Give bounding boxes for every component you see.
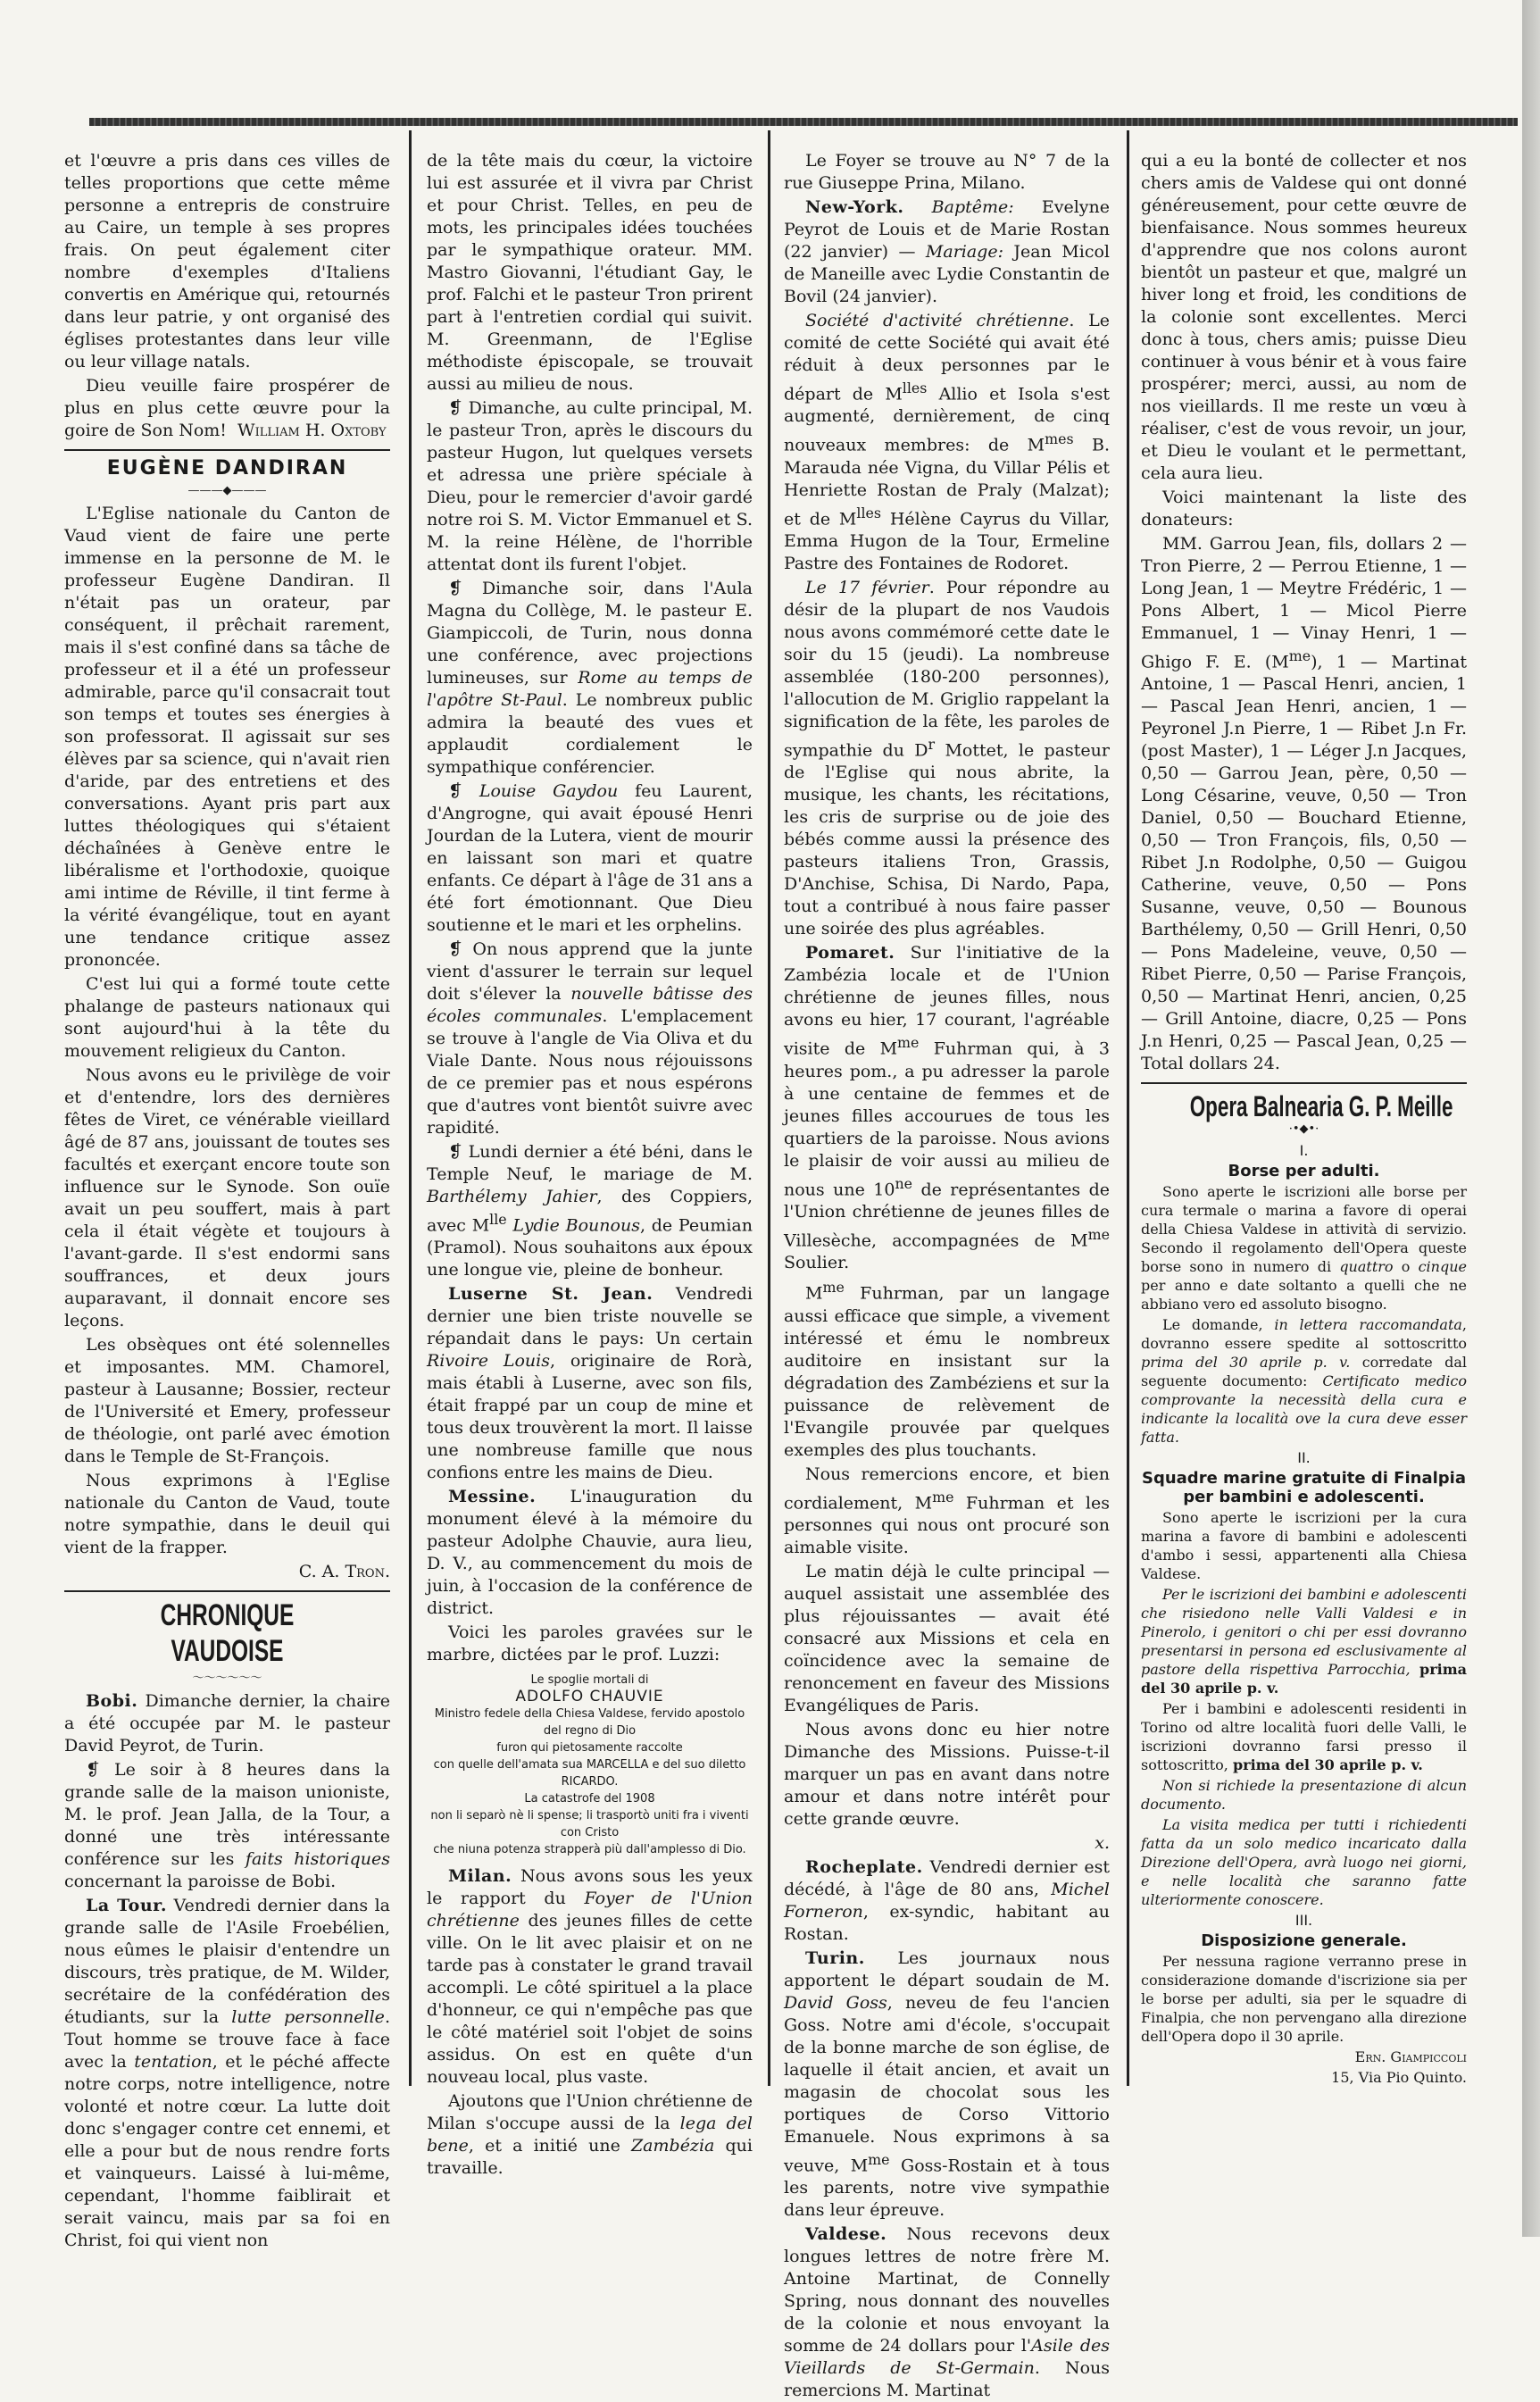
paragraph: Le matin déjà le culte principal — auquel assistait une assemblée des plus réjouissantes — avait été consacré aux Missions et cela en coïncidence avec la semaine de renoncement en faveur des Missions Evangéliques de Paris.: [784, 1561, 1110, 1715]
text: per anno e date soltanto a quelli che ne abbiano vero ed assoluto bisogno.: [1141, 1277, 1467, 1314]
paragraph: Nous exprimons à l'Eglise nationale du Canton de Vaud, toute notre sympathie, dans le deuil qui vient de la frapper.: [64, 1471, 390, 1557]
text: . Pour répondre au désir de la plupart de nos Vaudois nous avons commémoré cette date le soir du 15 (jeudi). La nombreuse assemblée (180-200 personnes), l'allocution de M. Griglio rappelant la signification de la fête, les paroles de sympathie du D: [784, 577, 1110, 761]
paragraph: [427, 1865, 753, 2089]
paragraph: [784, 310, 1110, 575]
text: Fuhrman, par un langage aussi efficace que simple, a vivement intéressé et ému le nombreux auditoire en insistant sur la dégradation des Zambéziens et sur la puissance de relèvement de l'Evangile prouvée par quelques exemples des plus touchants.: [784, 1283, 1110, 1460]
superscript: me: [822, 1279, 845, 1297]
text: MM. Garrou Jean, fils, dollars 2 — Tron Pierre, 2 — Perrou Etienne, 1 — Long Jean, 1 — Meytre Frédéric, 1 — Pons Albert, 1 — Micol Pierre Emmanuel, 1 — Vinay Henri, 1 — Ghigo F. E. (M: [1141, 534, 1467, 672]
section-title-chronique: CHRONIQUE VAUDOISE: [160, 1598, 295, 1668]
page-edge-shadow: [1522, 0, 1540, 2237]
italic-text: tentation: [134, 2052, 212, 2072]
section-divider: [64, 449, 390, 451]
blessing-text: Dieu veuille faire prospérer de plus en plus cette œuvre pour la goire de Son Nom!: [64, 376, 390, 440]
text: B. Marauda née Vigna, du Villar Pélis et Henriette Rostan de Praly (Malzat); et de M: [784, 435, 1110, 529]
section-number: I.: [1299, 1142, 1309, 1160]
paragraph: et l'œuvre a pris dans ces villes de telles proportions que cette même personne a entrepris de construire au Caire, un temple à ses propres frais. On peut également citer nombre d'exemples d'Italiens convertis en Amérique qui, retournés dans leur patrie, y ont organisé des églises protestantes dans leur ville ou leur village natals.: [64, 151, 390, 371]
epitaph-line: La catastrofe del 1908: [524, 1792, 655, 1806]
ornament: ·•◆•·: [1288, 1122, 1319, 1137]
paragraph: qui a eu la bonté de collecter et nos chers amis de Valdese qui ont donné généreusement, pour cette œuvre de bienfaisance. Nous sommes heureux d'apprendre que nos colons auront bientôt un pasteur et que, malgré un hiver long et froid, les conditions de la colonie sont excellentes. Merci donc à tous, chers amis; puisse Dieu continuer à vous bénir et à vous faire prospérer; merci, aussi, au nom de nos vieillards. Il me reste un vœu à réaliser, c'est de vous revoir, un jour, et Dieu le voulant et le permettant, cela aura lieu.: [1141, 151, 1467, 483]
paragraph: [1141, 1699, 1467, 1774]
column-1: [64, 150, 390, 2250]
paragraph-mark-icon: ❡: [86, 1760, 100, 1780]
superscript: ne: [895, 1174, 912, 1192]
section-heading: Disposizione generale.: [1201, 1931, 1407, 1951]
place-keyword: Milan.: [448, 1866, 512, 1887]
paragraph-mark-icon: ❡: [448, 398, 462, 418]
paragraph: [784, 942, 1110, 1274]
italic-text: cinque: [1418, 1258, 1467, 1276]
text: Vendredi dernier une bien triste nouvelle se répandait dans le pays: Un certain: [427, 1284, 753, 1349]
paragraph: L'Eglise nationale du Canton de Vaud vient de faire une perte immense en la personne de M. le professeur Eugène Dandiran. Il n'était pas un orateur, par conséquent, il prêchait rarement, mais il s'est confiné dans sa tâche de professeur et il a été un professeur admirable, parce qu'il consacrait tout son temps et toutes ses énergies à son professorat. Il agissait sur ses élèves par sa science, qui n'avait rien d'aride, par des entretiens et des conversations. Ayant pris part aux luttes théologiques qui s'étaient déchaînées à Genève entre le libéralisme et l'orthodoxie, quoique ami intime de Réville, il tint ferme à la vérité évangélique, tout en ayant une tendance critique assez prononcée.: [64, 504, 390, 970]
paragraph: [427, 578, 753, 779]
text: . Nous remercions M. Martinat: [784, 2358, 1110, 2401]
epitaph-line: che niuna potenza strapperà più dall'amplesso di Dio.: [433, 1843, 746, 1857]
italic-text: faits historiques: [245, 1849, 390, 1869]
text: , et a initié une: [468, 2136, 620, 2156]
text: Les journaux nous apportent le départ soudain de M.: [784, 1947, 1110, 1990]
paragraph: [427, 780, 753, 937]
superscript: mes: [1045, 430, 1074, 448]
italic-text: lutte personnelle: [231, 2007, 385, 2027]
paragraph: Voici les paroles gravées sur le marbre, dictées par le prof. Luzzi:: [427, 1622, 753, 1665]
signature: William H. Oxtoby: [237, 421, 387, 440]
text: Allio et Isola s'est augmenté, dernièrement, de cinq nouveaux membres: de M: [784, 384, 1110, 455]
text: de représentantes de l'Union chrétienne de jeunes filles de Villesèche, accompagnées de M: [784, 1179, 1110, 1251]
text: , des Coppiers, avec M: [427, 1187, 753, 1236]
superscript: lle: [489, 1211, 507, 1228]
paragraph: [784, 1276, 1110, 1461]
italic-text: Lydie Bounous: [512, 1215, 640, 1236]
italic-text: Michel Forneron: [784, 1879, 1110, 1922]
italic-text: prima del 30 aprile p. v.: [1141, 1354, 1351, 1372]
place-keyword: Luserne St. Jean.: [448, 1284, 653, 1305]
epitaph-line: furon qui pietosamente raccolte: [496, 1741, 683, 1756]
column-2: [427, 150, 753, 2179]
paragraph: [64, 1690, 390, 1757]
superscript: me: [1087, 1225, 1110, 1243]
text: On nous apprend que la junte vient d'assurer le terrain sur lequel doit s'élever la: [427, 939, 753, 1004]
paragraph-mark-icon: ❡: [448, 939, 462, 959]
paragraph: [64, 375, 390, 442]
paragraph: [784, 1464, 1110, 1559]
text: Dimanche, au culte principal, M. le pasteur Tron, après le discours du pasteur Hugon, lut quelques versets et adressa une prière spéciale à Dieu, pour le remercier d'avoir gardé notre roi S. M. Victor Emmanuel et S. M. la reine Hélène, de l'horrible attentat dont ils furent l'objet.: [427, 398, 753, 574]
paragraph: de la tête mais du cœur, la victoire lui est assurée et il vivra par Christ et pour Christ. Telles, en peu de mots, les principales idées touchées par le sympathique orateur. MM. Mastro Giovanni, l'étudiant Gay, le prof. Falchi et le pasteur Tron prirent part à l'entretien cordial qui suivit. M. Greenmann, de l'Eglise méthodiste épiscopale, se trouvait aussi au milieu de nous.: [427, 151, 753, 394]
italic-text: nouvelle bâtisse des écoles communales: [427, 984, 753, 1026]
paragraph: Nous avons eu le privilège de voir et d'entendre, lors des dernières fêtes de Viret, ce vénérable vieillard âgé de 87 ans, jouissant de toutes ses facultés et exerçant encore toute son influence sur le Synode. Son ouïe avait un peu souffert, mais à part cela il était végète et toujours à l'avant-garde. Il s'est endormi sans souffrances, et deux jours auparavant, il donnait encore ses leçons.: [64, 1065, 390, 1330]
italic-text: Société d'activité chrétienne: [805, 311, 1070, 330]
paragraph-mark-icon: ❡: [448, 781, 462, 801]
superscript: me: [1288, 647, 1311, 664]
paragraph: [784, 196, 1110, 308]
paragraph: [427, 397, 753, 576]
paragraph: [427, 1141, 753, 1281]
paragraph: Sono aperte le iscrizioni per la cura marina a favore di bambini e adolescenti d'ambo i sessi, appartenenti alla Chiesa Valdese.: [1141, 1509, 1467, 1583]
column-rule-2: [768, 130, 770, 2086]
paragraph: [427, 2090, 753, 2180]
italic-text: Rome au temps de l'apôtre St-Paul: [427, 668, 753, 710]
text: . L'emplacement se trouve à l'angle de Via Oliva et du Viale Dante. Nous nous réjouissons de ce premier pas et nous espérons que d'autres vont bientôt suivre avec rapidité.: [427, 1006, 753, 1138]
text: , dovranno essere spedite al sottoscritto: [1141, 1316, 1468, 1353]
superscript: me: [868, 2150, 890, 2168]
text: , ex-syndic, habitant au Rostan.: [784, 1901, 1110, 1944]
ornament: ———◆———: [187, 484, 267, 497]
section-number: II.: [1297, 1449, 1311, 1467]
section-number: III.: [1294, 1912, 1313, 1930]
place-keyword: Turin.: [805, 1947, 865, 1968]
column-rule-3: [1127, 130, 1129, 2086]
text: M: [805, 1283, 823, 1304]
text: Nous recevons deux longues lettres de notre frère M. Antoine Martinat, de Connelly Spring, nous donnant des nouvelles de la colonie et nous envoyant la somme de 24 dollars pour l': [784, 2224, 1110, 2356]
signature: C. A. Tron.: [298, 1562, 390, 1581]
text: Le soir à 8 heures dans la grande salle de la maison unioniste, M. le prof. Jean Jalla, de la Tour, a donné une très intéressante conférence sur les: [64, 1760, 390, 1869]
text: Fuhrman et les personnes qui nous ont procuré son aimable visite.: [784, 1492, 1110, 1557]
place-keyword: La Tour.: [86, 1896, 168, 1915]
italic-text: Le 17 février: [805, 577, 929, 597]
epitaph: [427, 1672, 753, 1858]
signature: x.: [1095, 1832, 1110, 1853]
italic-text: Rivoire Louis: [427, 1351, 550, 1372]
text: . Tout homme se trouve face à face avec la: [64, 2007, 390, 2072]
column-rule-1: [409, 130, 412, 2086]
paragraph: Voici maintenant la liste des donateurs:: [1141, 488, 1467, 530]
paragraph-mark-icon: ❡: [448, 1142, 462, 1162]
superscript: me: [932, 1488, 954, 1505]
italic-text: Foyer de l'Union chrétienne: [427, 1889, 753, 1931]
place-keyword: Bobi.: [86, 1691, 138, 1711]
text: ), 1 — Martinat Antoine, 1 — Pascal Henri, ancien, 1 — Pascal Jean Henri, ancien, 1 — Peyronel J.n Pierre, 1 — Ribet J.n Fr. (post Master), 1 — Léger J.n Jacques, 0,50 — Garrou Jean, père, 0,50 — Long Césarine, veuve, 0,50 — Tron Daniel, 0,50 — Bouchard Etienne, 0,50 — Tron François, fils, 0,50 — Ribet J.n Rodolphe, 0,50 — Guigou Catherine, veuve, 0,50 — Pons Susanne, veuve, 0,50 — Bounous Barthélemy, 0,50 — Grill Henri, 0,50 — Pons Madeleine, veuve, 0,50 — Ribet Pierre, 0,50 — Parise François, 0,50 — Martinat Henri, ancien, 0,25 — Grill Antoine, diacre, 0,25 — Pons J.n Henri, 0,25 — Pascal Jean, 0,25 — Total dollars 24.: [1141, 652, 1467, 1074]
italic-text: Louise Gaydou: [479, 781, 619, 801]
paragraph: La visita medica per tutti i richiedenti fatta da un solo medico incaricato dalla Direzione dell'Opera, avrà luogo nei giorni, e nelle località che saranno fatte ulteriormente conoscere.: [1141, 1816, 1467, 1909]
section-heading: Borse per adulti.: [1228, 1162, 1380, 1181]
text: feu Laurent, d'Angrogne, qui avait épousé Henri Jourdan de la Lutera, vient de mourir en laissant son mari et quatre enfants. Ce départ à l'âge de 31 ans a été fort émotionnant. Que Dieu soutienne et le mari et les orphelins.: [427, 781, 753, 935]
top-border-rule: [89, 118, 1518, 126]
italic-text: Mariage:: [925, 242, 1003, 262]
superscript: lles: [902, 379, 928, 396]
text: corredate dal seguente documento:: [1141, 1354, 1467, 1390]
text: , originaire de Rorà, mais établi à Luserne, avec son fils, était frappé par un coup de mine et tous deux trouvèrent la mort. Il laisse une nombreuse famille que nous confions entre les mains de Dieu.: [427, 1351, 753, 1483]
text: Dimanche soir, dans l'Aula Magna du Collège, M. le pasteur E. Giampiccoli, de Turin, nous donna une conférence, avec projections lumineuses, sur: [427, 579, 753, 688]
paragraph: [64, 1895, 390, 2252]
paragraph: Non si richiede la presentazione di alcun documento.: [1141, 1777, 1467, 1814]
italic-text: Per le iscrizioni dei bambini e adolescenti che risiedono nelle Valli Valdesi e in Pinerolo, i genitori o chi per essi dovranno presentarsi in persona ed esclusivamente al pastore della rispettiva Parrocchia,: [1141, 1586, 1467, 1679]
text: , neveu de feu l'ancien Goss. Notre ami d'école, s'occupait de la bonne marche de son église, de laquelle il était ancien, et avait un magasin de chocolat sous les portiques de Corso Vittorio Emanuele. Nous exprimons à sa veuve, M: [784, 1992, 1110, 2176]
paragraph: [1141, 1315, 1467, 1447]
text: Jean Micol de Maneille avec Lydie Constantin de Bovil (24 janvier).: [784, 242, 1110, 306]
text: Per i bambini e adolescenti residenti in Torino od altre località fuori delle Valli, le iscrizioni dovranno farsi presso il sottoscritto,: [1141, 1700, 1467, 1774]
text: Hélène Cayrus du Villar, Emma Hugon de la Tour, Ermeline Pastre des Fontaines de Rodoret.: [784, 508, 1110, 573]
text: Soulier.: [784, 1253, 850, 1273]
bold-text: prima del 30 aprile p. v.: [1232, 1756, 1423, 1774]
epitaph-line: Ministro fedele della Chiesa Valdese, fervido apostolo del regno di Dio: [434, 1707, 745, 1739]
paragraph: Le Foyer se trouve au N° 7 de la rue Giuseppe Prina, Milano.: [784, 151, 1110, 193]
epitaph-line: non li separò nè li spense; li trasportò uniti fra i viventi con Cristo: [430, 1809, 749, 1840]
paragraph: Per nessuna ragione verranno prese in considerazione domande d'iscrizione sia per le borse per adulti, sia per le squadre di Finalpia, che non pervengano alla direzione dell'Opera dopo il 30 aprile.: [1141, 1953, 1467, 2046]
text: Vendredi dernier est décédé, à l'âge de 80 ans,: [784, 1856, 1110, 1899]
section-divider: [64, 1590, 390, 1592]
paragraph: [427, 1486, 753, 1620]
section-title-opera: Opera Balnearia G. P. Meille: [1189, 1090, 1453, 1123]
text: Fuhrman qui, à 3 heures pom., a pu adresser la parole à une centaine de femmes et de jeunes filles accourues de tous les quartiers de la paroisse. Nous avions le plaisir de voir aussi au milieu de nous une 10: [784, 1038, 1110, 1199]
paragraph: C'est lui qui a formé toute cette phalange de pasteurs nationaux qui sont aujourd'hui à la tête du mouvement religieux du Canton.: [64, 974, 390, 1061]
superscript: lles: [856, 504, 882, 521]
text: Vendredi dernier dans la grande salle de l'Asile Froebélien, nous eûmes le plaisir d'entendre un discours, très pratique, de M. Wilder, secrétaire de la confédération des étudiants, sur la: [64, 1896, 390, 2027]
paragraph: [784, 1947, 1110, 2222]
paragraph: [1141, 1182, 1467, 1314]
column-3: [784, 150, 1111, 2401]
paragraph: [784, 2223, 1110, 2402]
paragraph: [784, 1856, 1110, 1946]
place-keyword: Rocheplate.: [805, 1856, 923, 1877]
text: qui travaille.: [427, 2136, 753, 2179]
text: Mottet, le pasteur de l'Eglise qui nous abrite, la musique, les chants, les récitations, les cris de surprise ou de joie des bébés comme aussi la présence des pasteurs italiens Tron, Grassis, D'Anchise, Schisa, Di Nardo, Papa, tout a contribué à nous faire passer une soirée des plus agréables.: [784, 740, 1110, 939]
italic-text: Zambézia: [630, 2136, 715, 2156]
paragraph: Nous avons donc eu hier notre Dimanche des Missions. Puisse-t-il marquer un pas en avant dans notre amour et dans notre intérêt pour cette grande œuvre.: [784, 1719, 1110, 1829]
text: Evelyne Peyrot de Louis et de Marie Rostan (22 janvier) —: [784, 197, 1110, 262]
italic-text: Certificato medico comprovante la necessità della cura e indicante la località ove la cura deve esser fatta.: [1141, 1372, 1467, 1447]
italic-text: Barthélemy Jahier: [427, 1187, 597, 1206]
text: Le domande,: [1162, 1316, 1263, 1334]
column-4: [1141, 150, 1467, 2164]
ornament: ～～～～～～: [192, 1672, 262, 1685]
text: Nous remercions encore, et bien cordialement, M: [784, 1464, 1110, 1513]
address: 15, Via Pio Quinto.: [1331, 2069, 1467, 2087]
place-keyword: Valdese.: [805, 2224, 887, 2245]
section-divider: [1141, 1082, 1467, 1084]
italic-text: in lettera raccomandata: [1274, 1316, 1462, 1334]
text: Ajoutons que l'Union chrétienne de Milan s'occupe aussi de la: [427, 2091, 753, 2134]
text: o: [1401, 1258, 1411, 1276]
place-keyword: Messine.: [448, 1487, 537, 1507]
donor-list: [1141, 533, 1467, 1075]
text: . Le nombreux public admira la beauté des vues et applaudit cordialement le sympathique conférencier.: [427, 690, 753, 777]
italic-text: Baptême:: [931, 197, 1014, 217]
paragraph: [64, 1759, 390, 1893]
paragraph: Les obsèques ont été solennelles et imposantes. MM. Chamorel, pasteur à Lausanne; Bossier, recteur de l'Université et Emery, professeur de théologie, ont parlé avec émotion dans le Temple de St-François.: [64, 1335, 390, 1466]
opera-notice: [1141, 1141, 1467, 2087]
place-keyword: Pomaret.: [805, 943, 895, 963]
text: Sur l'initiative de la Zambézia locale et de l'Union chrétienne de jeunes filles, nous avons eu hier, 17 courant, l'agréable visite de M: [784, 943, 1111, 1059]
italic-text: Asile des Vieillards de St-Germain: [784, 2336, 1110, 2379]
italic-text: David Goss: [784, 1992, 887, 2013]
epitaph-line: con quelle dell'amata sua MARCELLA e del suo diletto RICARDO.: [433, 1758, 746, 1789]
bold-text: prima del 30 aprile p. v.: [1141, 1661, 1467, 1697]
text: Lundi dernier a été béni, dans le Temple Neuf, le mariage de M.: [427, 1142, 753, 1184]
text: , et le péché affecte notre corps, notre intelligence, notre volonté et notre cœur. La lutte doit donc s'engager contre cet ennemi, et elle a pour but de nous rendre forts et vainqueurs. Laissé à lui-même, cependant, l'homme faiblirait et serait vaincu, mais par sa foi en Christ, foi qui vient non: [64, 2052, 390, 2250]
text: . Le comité de cette Société qui avait été réduit à deux personnes par le départ de M: [784, 311, 1110, 405]
section-heading: Squadre marine gratuite di Finalpia per bambini e adolescenti.: [1142, 1469, 1466, 1507]
epitaph-line: Le spoglie mortali di: [530, 1673, 649, 1688]
epitaph-line: ADOLFO CHAUVIE: [515, 1688, 664, 1706]
paragraph: [784, 577, 1110, 940]
paragraph: [427, 1283, 753, 1484]
italic-text: quattro: [1339, 1258, 1394, 1276]
text: Goss-Rostain et à tous les parents, notre vive sympathie dans leur épreuve.: [784, 2156, 1110, 2221]
paragraph: [427, 938, 753, 1139]
paragraph-mark-icon: ❡: [448, 579, 462, 598]
text: concernant la paroisse de Bobi.: [64, 1872, 337, 1891]
place-keyword: New-York.: [805, 197, 904, 217]
text: Dimanche dernier, la chaire a été occupée par M. le pasteur David Peyrot, de Turin.: [64, 1691, 390, 1756]
text: des jeunes filles de cette ville. On le lit avec plaisir et on ne tarde pas à constater le grand travail accompli. Le côté spirituel a la place d'honneur, ce qui n'empêche pas que le côté matériel soit l'objet de soins assidus. On est en quête d'un nouveau local, plus vaste.: [427, 1911, 753, 2088]
text: Nous avons sous les yeux le rapport du: [427, 1866, 753, 1909]
signature: Ern. Giampiccoli: [1354, 2048, 1467, 2066]
italic-text: lega del bene: [427, 2114, 753, 2156]
paragraph: [1141, 1585, 1467, 1697]
text: L'inauguration du monument élevé à la mémoire du pasteur Adolphe Chauvie, aura lieu, D. V., au commencement du mois de juin, à l'occasion de la conférence de district.: [427, 1487, 753, 1619]
text: Sono aperte le iscrizioni alle borse per cura termale o marina a favore di operai della Chiesa Valdese in attività di servizio. Secondo il regolamento dell'Opera queste borse sono in numero di: [1141, 1183, 1467, 1276]
text: , de Peumian (Pramol). Nous souhaitons aux époux une longue vie, pleine de bonheur.: [427, 1215, 753, 1280]
section-title-dandiran: EUGÈNE DANDIRAN: [106, 457, 348, 480]
superscript: r: [928, 735, 936, 753]
superscript: me: [897, 1034, 920, 1052]
